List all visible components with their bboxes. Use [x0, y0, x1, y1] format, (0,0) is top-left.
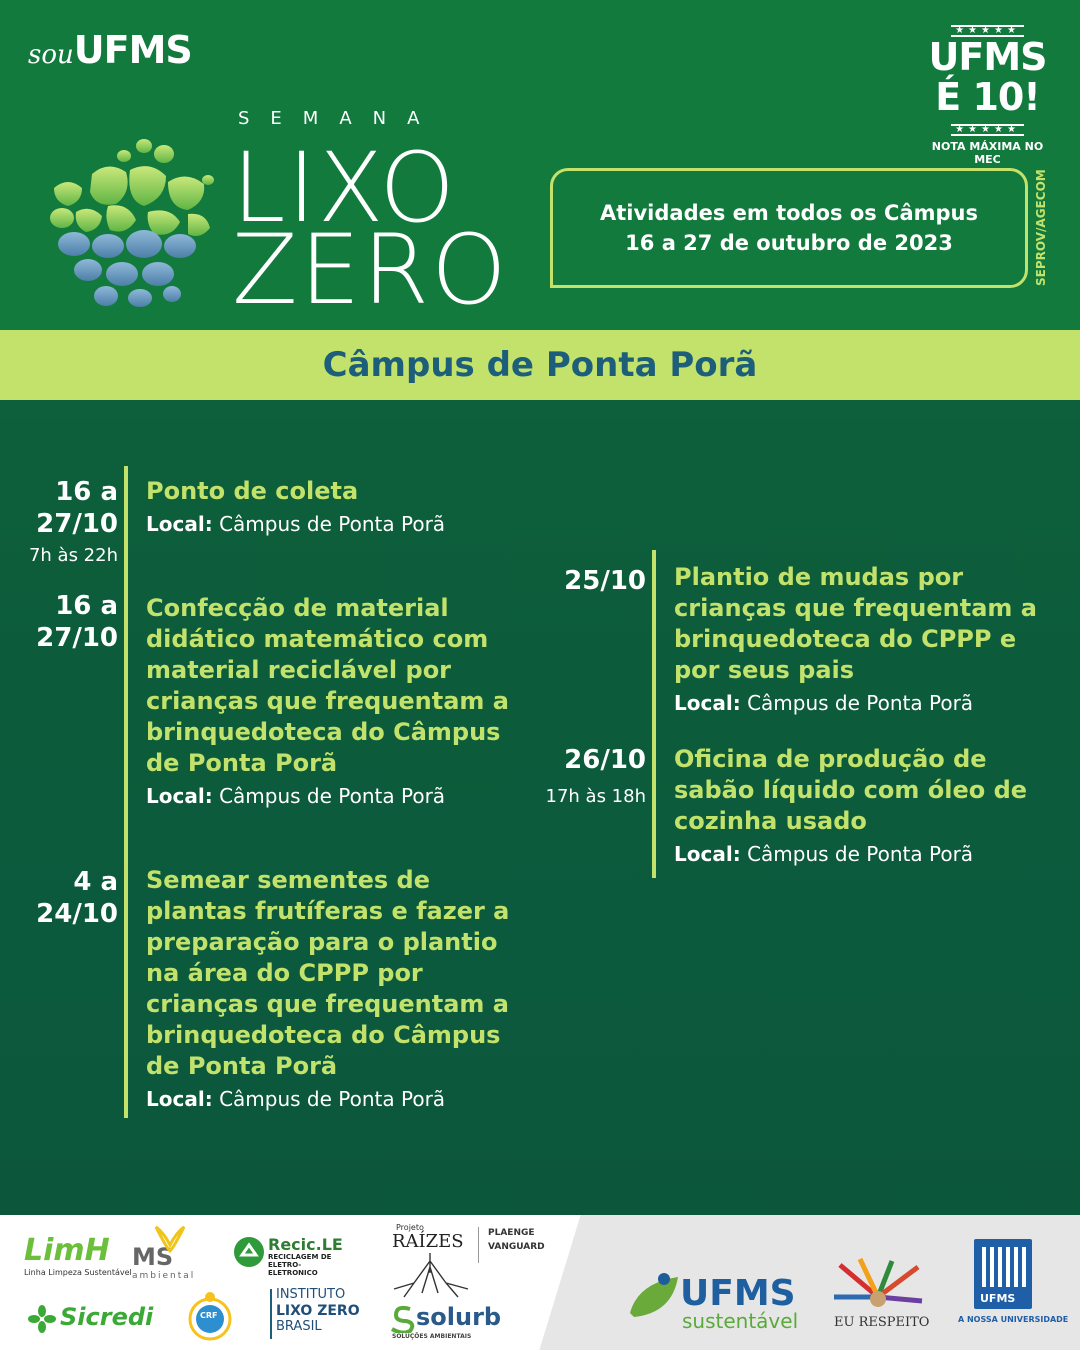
instituto-lixo-zero-logo	[276, 1287, 360, 1335]
local-label: Local:	[674, 842, 741, 866]
left-event-1-date	[0, 476, 118, 540]
campus-band	[0, 330, 1080, 400]
left-event-1-time: 7h às 22h	[28, 545, 118, 566]
badge-e10: É 10!	[935, 75, 1040, 119]
right-event-2-time: 17h às 18h	[545, 786, 646, 807]
recicle-text: Recic.LE	[268, 1235, 343, 1254]
left-event-2-date	[0, 590, 118, 654]
roots-icon	[384, 1253, 476, 1301]
lixo-zero-leaf-icon	[48, 134, 228, 314]
sou-text: sou	[28, 40, 74, 70]
local-value: Câmpus de Ponta Porã	[747, 691, 974, 715]
ilz-line1: INSTITUTO	[276, 1287, 346, 1302]
badge-note: NOTA MÁXIMA NO MEC	[931, 140, 1044, 166]
left-event-1	[146, 476, 546, 539]
title-line: brinquedoteca do Câmpus	[146, 718, 501, 746]
event-title: Ponto de coleta	[146, 477, 359, 505]
eu-respeito-text: EU RESPEITO	[834, 1315, 930, 1330]
sou-ufms-logo	[28, 28, 192, 72]
left-timeline-line	[124, 466, 128, 1118]
title-line: sabão líquido com óleo de	[674, 776, 1028, 804]
sustentavel-leaf-icon	[626, 1273, 686, 1329]
title-line: cozinha usado	[674, 807, 867, 835]
right-timeline-line	[652, 550, 656, 878]
sustentavel-text: sustentável	[682, 1309, 799, 1333]
title-line: de Ponta Porã	[146, 749, 338, 777]
ms-leaf-icon	[152, 1223, 188, 1253]
solurb-sub: SOLUÇÕES AMBIENTAIS	[392, 1333, 472, 1340]
ms-sub: ambiental	[132, 1271, 196, 1281]
title-line: Confecção de material	[146, 594, 449, 622]
solurb-icon	[390, 1303, 416, 1333]
ufms-nu-text: UFMS	[980, 1292, 1016, 1305]
title-line: crianças que frequentam a	[146, 687, 509, 715]
stars-bottom: ★★★★★	[951, 124, 1024, 136]
title-line: crianças que frequentam a	[146, 990, 509, 1018]
sicredi-flower-icon	[28, 1305, 56, 1333]
date-line: 27/10	[36, 509, 118, 539]
left-event-3-date	[0, 866, 118, 930]
local-label: Local:	[146, 784, 213, 808]
lixo-text: LIXO	[232, 132, 457, 244]
credit-text: SEPROV/AGECOM	[1034, 169, 1048, 286]
limh-sub: Linha Limpeza Sustentável	[24, 1268, 132, 1277]
zero-text: ZERO	[232, 214, 509, 326]
sponsors-footer	[0, 1215, 1080, 1350]
local-value: Câmpus de Ponta Porã	[219, 1087, 446, 1111]
ilz-bar	[270, 1289, 272, 1339]
date-line: 16 a	[55, 591, 118, 621]
event-title	[674, 744, 1074, 837]
ufms-sust-text: UFMS	[680, 1273, 796, 1314]
title-line: Semear sementes de	[146, 866, 431, 894]
recicle-logo	[232, 1235, 344, 1277]
dates-line2: 16 a 27 de outubro de 2023	[625, 231, 953, 255]
title-line: por seus pais	[674, 656, 855, 684]
title-line: crianças que frequentam a	[674, 594, 1037, 622]
title-line: Plantio de mudas por	[674, 563, 964, 591]
local-label: Local:	[146, 512, 213, 536]
plaenge-logo	[488, 1228, 545, 1252]
event-local	[146, 781, 546, 811]
title-line: preparação para o plantio	[146, 928, 498, 956]
event-local	[674, 839, 1074, 869]
title-line: didático matemático com	[146, 625, 489, 653]
crf-text: CRF	[200, 1311, 218, 1320]
right-event-2	[674, 744, 1074, 869]
title-line: brinquedoteca do CPPP e	[674, 625, 1017, 653]
raizes-pre: Projeto	[396, 1223, 424, 1232]
right-event-2-date: 26/10	[564, 745, 646, 775]
stars-top: ★★★★★	[951, 25, 1024, 37]
left-event-2	[146, 593, 546, 811]
sicredi-text: Sicredi	[60, 1303, 154, 1331]
event-local	[146, 509, 546, 539]
recycle-icon	[232, 1235, 266, 1269]
date-line: 27/10	[36, 623, 118, 653]
event-title	[146, 593, 546, 779]
raizes-logo	[380, 1223, 480, 1301]
ufms-text: UFMS	[73, 28, 192, 72]
badge-ufms: UFMS	[928, 35, 1047, 79]
title-line: plantas frutíferas e fazer a	[146, 897, 510, 925]
ilz-line3: BRASIL	[276, 1319, 322, 1334]
event-title	[674, 562, 1074, 686]
plaenge-text: PLAENGE	[488, 1228, 535, 1238]
nossa-universidade-text: A NOSSA UNIVERSIDADE	[958, 1315, 1069, 1324]
semana-text: SEMANA	[238, 108, 441, 129]
event-title	[146, 865, 546, 1082]
eu-respeito-icon	[830, 1257, 926, 1313]
title-line: material reciclável por	[146, 656, 452, 684]
date-line: 4 a	[73, 867, 118, 897]
header	[0, 0, 1080, 330]
title-line: Oficina de produção de	[674, 745, 987, 773]
right-event-1	[674, 562, 1074, 718]
left-event-3	[146, 865, 546, 1114]
date-line: 16 a	[55, 477, 118, 507]
local-label: Local:	[674, 691, 741, 715]
campus-title: Câmpus de Ponta Porã	[322, 345, 758, 385]
title-line: brinquedoteca do Câmpus	[146, 1021, 501, 1049]
solurb-text: solurb	[416, 1303, 502, 1331]
ms-text: MS	[132, 1243, 174, 1271]
raizes-divider	[478, 1227, 479, 1263]
event-local	[146, 1084, 546, 1114]
dates-line1: Atividades em todos os Câmpus	[599, 201, 979, 225]
local-value: Câmpus de Ponta Porã	[219, 784, 446, 808]
title-line: na área do CPPP por	[146, 959, 423, 987]
recicle-sub2: ELETRO-ELETRONICO	[268, 1261, 318, 1277]
limh-logo	[24, 1233, 132, 1277]
right-event-1-date: 25/10	[564, 566, 646, 596]
vanguard-text: VANGUARD	[488, 1242, 545, 1252]
limh-text: LimH	[24, 1233, 110, 1268]
local-value: Câmpus de Ponta Porã	[747, 842, 974, 866]
title-line: de Ponta Porã	[146, 1052, 338, 1080]
local-value: Câmpus de Ponta Porã	[219, 512, 446, 536]
raizes-text: RAÍZES	[392, 1231, 464, 1252]
ufms-10-badge	[920, 18, 1055, 166]
recicle-sub1: RECICLAGEM DE	[268, 1253, 332, 1261]
local-label: Local:	[146, 1087, 213, 1111]
dates-box	[550, 168, 1028, 288]
date-line: 24/10	[36, 899, 118, 929]
event-local	[674, 688, 1074, 718]
ufms-sustentavel-logo	[626, 1273, 806, 1333]
ilz-line2: LIXO ZERO	[276, 1303, 360, 1319]
